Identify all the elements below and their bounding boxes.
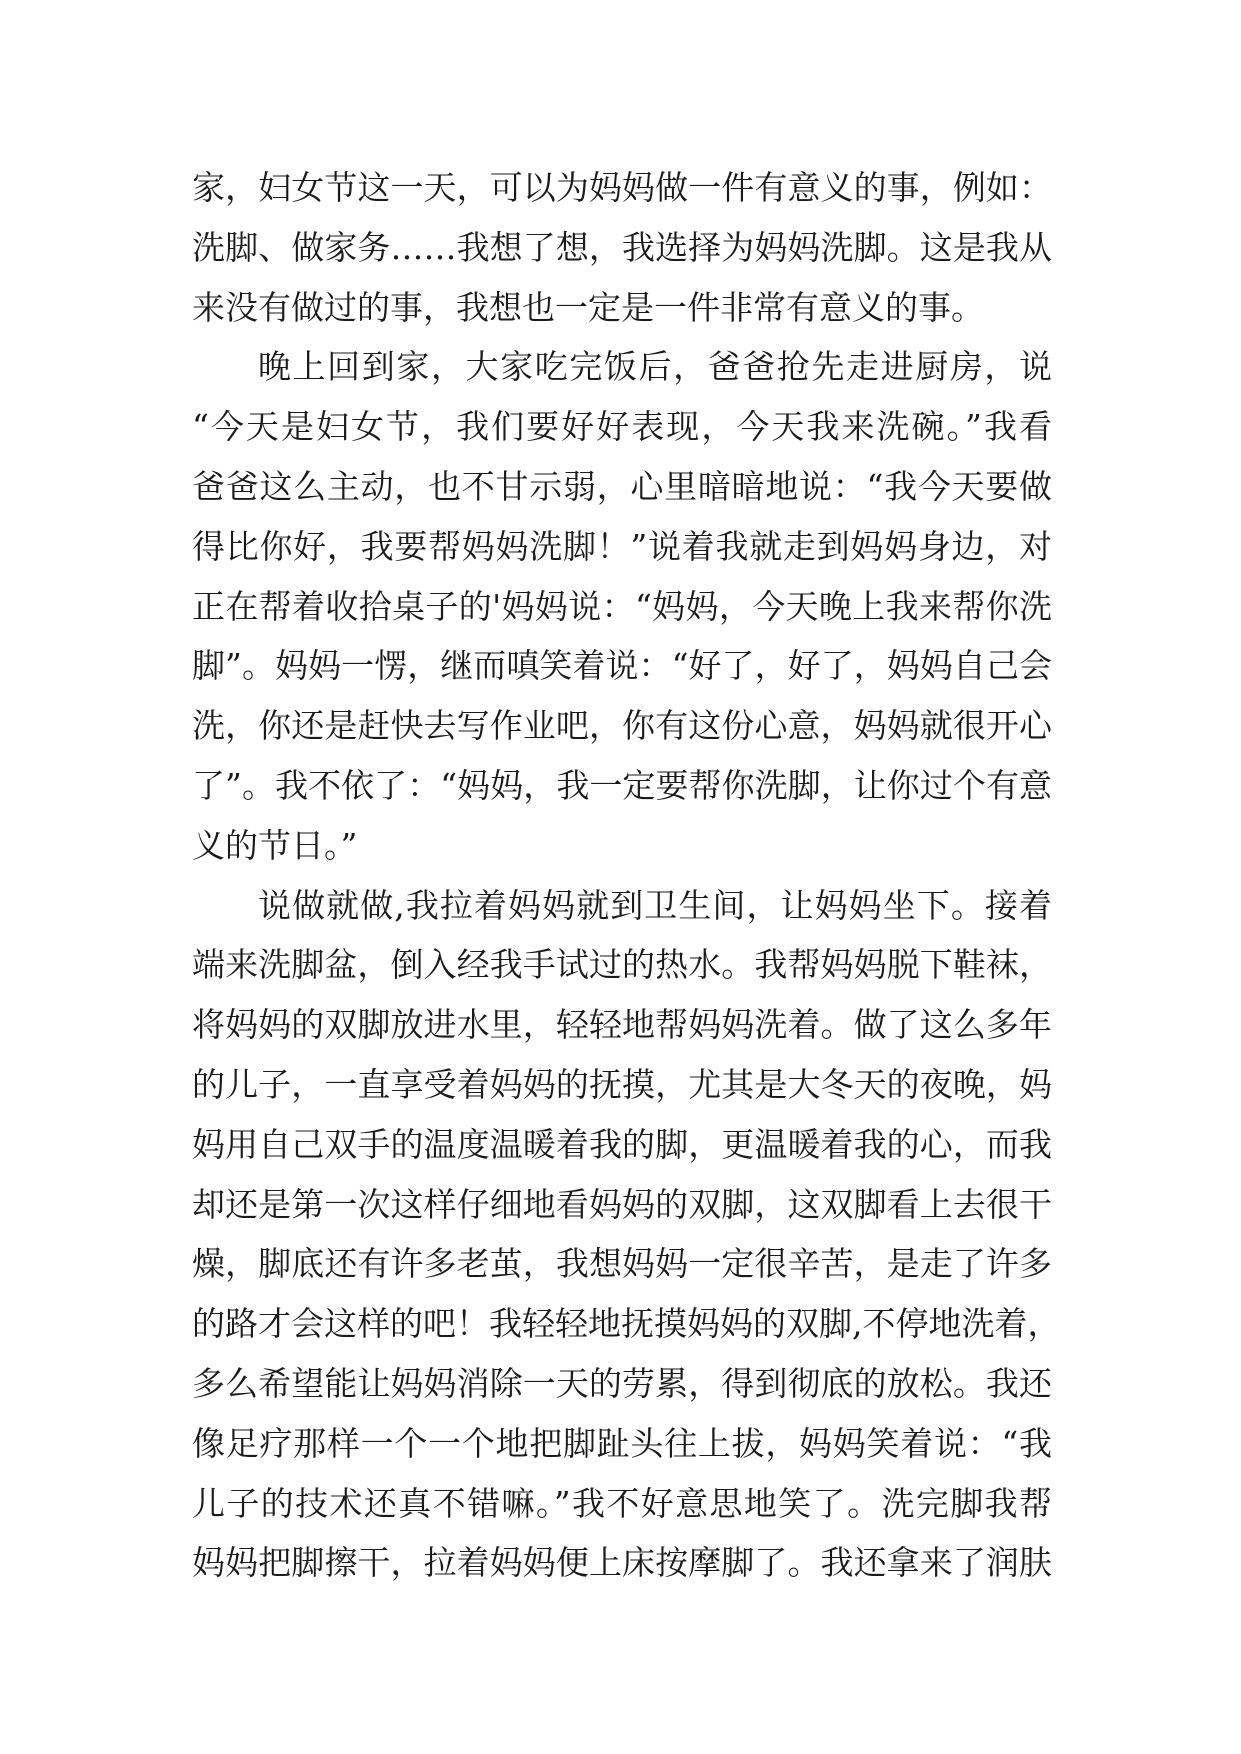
- paragraph: [192, 337, 1052, 875]
- text-line: 像足疗那样一个一个地把脚趾头往上拔，妈妈笑着说：“我: [192, 1423, 1052, 1463]
- text-line: 妈用自己双手的温度温暖着我的脚，更温暖着我的心，而我: [192, 1124, 1052, 1164]
- text-line: 洗，你还是赶快去写作业吧，你有这份心意，妈妈就很开心: [192, 706, 1052, 746]
- text-line: 多么希望能让妈妈消除一天的劳累，得到彻底的放松。我还: [192, 1363, 1052, 1403]
- paragraph: [192, 876, 1061, 1594]
- text-line: 正在帮着收拾桌子的'妈妈说：“妈妈，今天晚上我来帮你洗: [192, 586, 1052, 626]
- text-line: 家，妇女节这一天，可以为妈妈做一件有意义的事，例如：: [192, 168, 1052, 207]
- text-line: 爸爸这么主动，也不甘示弱，心里暗暗地说：“我今天要做: [192, 466, 1052, 506]
- text-line: 端来洗脚盆，倒入经我手试过的热水。我帮妈妈脱下鞋袜，: [192, 945, 1052, 985]
- text-line: 却还是第一次这样仔细地看妈妈的双脚，这双脚看上去很干: [192, 1184, 1052, 1224]
- text-line: 妈妈把脚擦干，拉着妈妈便上床按摩脚了。我还拿来了润肤: [192, 1543, 1052, 1583]
- text-line: 将妈妈的双脚放进水里，轻轻地帮妈妈洗着。做了这么多年: [192, 1005, 1052, 1045]
- text-line: “今天是妇女节，我们要好好表现，今天我来洗碗。”我看: [192, 407, 1052, 447]
- text-line: 儿子的技术还真不错嘛。”我不好意思地笑了。洗完脚我帮: [192, 1483, 1052, 1523]
- text-line: 了”。我不依了：“妈妈，我一定要帮你洗脚，让你过个有意: [192, 765, 1052, 805]
- paragraph: [192, 158, 1052, 337]
- text-line: 燥，脚底还有许多老茧，我想妈妈一定很辛苦，是走了许多: [192, 1244, 1052, 1284]
- text-line: 得比你好，我要帮妈妈洗脚！”说着我就走到妈妈身边，对: [192, 526, 1052, 566]
- text-line: 来没有做过的事，我想也一定是一件非常有意义的事。: [192, 287, 984, 327]
- text-line: 晚上回到家，大家吃完饭后，爸爸抢先走进厨房，说: [258, 347, 1052, 387]
- text-line: 义的节日。”: [192, 825, 358, 865]
- essay-body: [192, 158, 1061, 1593]
- text-line: 说做就做,我拉着妈妈就到卫生间，让妈妈坐下。接着: [258, 885, 1052, 925]
- text-line: 洗脚、做家务……我想了想，我选择为妈妈洗脚。这是我从: [192, 227, 1052, 267]
- text-line: 脚”。妈妈一愣，继而嗔笑着说：“好了，好了，妈妈自己会: [192, 646, 1052, 686]
- text-line: 的路才会这样的吧！我轻轻地抚摸妈妈的双脚,不停地洗着，: [192, 1304, 1061, 1344]
- text-line: 的儿子，一直享受着妈妈的抚摸，尤其是大冬天的夜晚，妈: [192, 1064, 1052, 1104]
